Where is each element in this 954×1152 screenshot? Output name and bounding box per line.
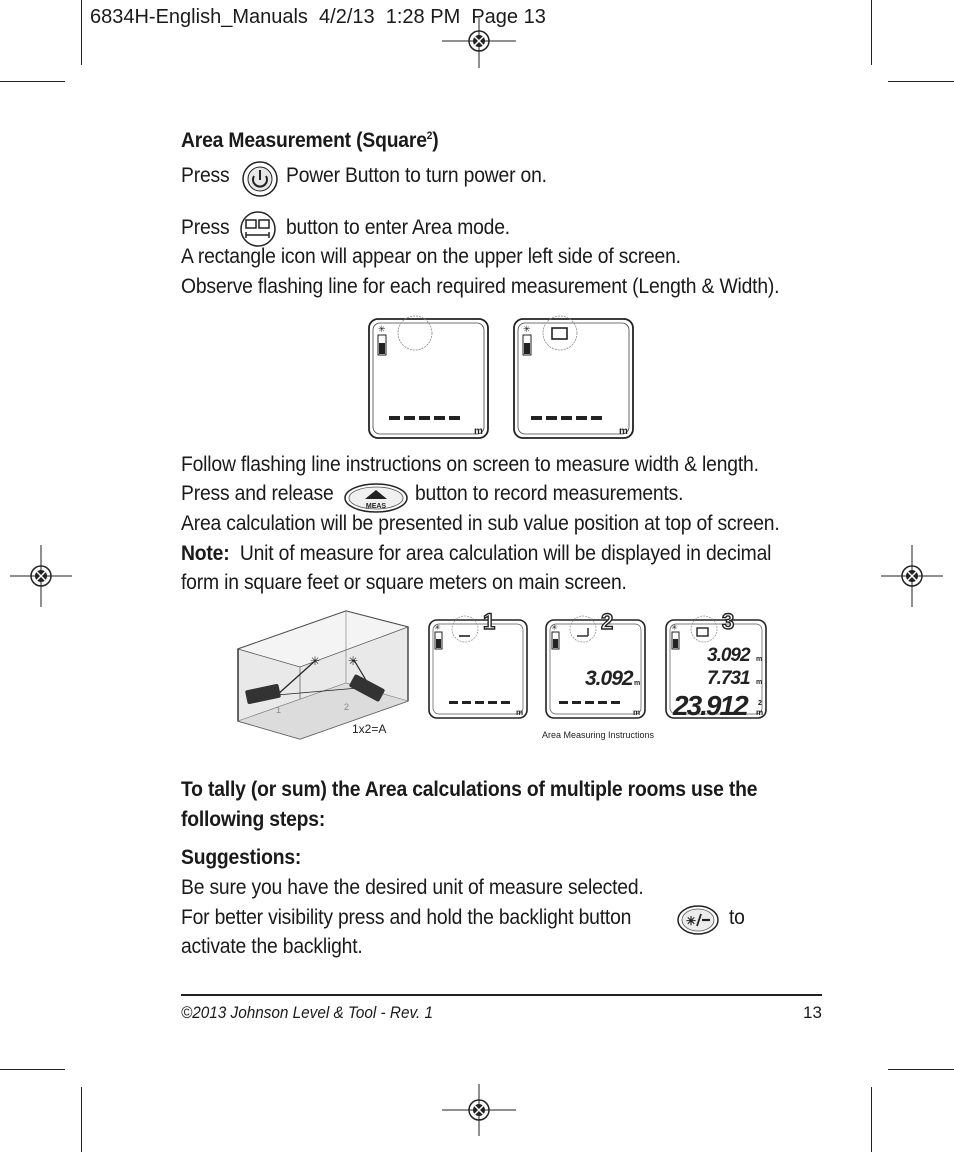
svg-text:✳: ✳: [686, 914, 697, 928]
crop-mark: [81, 1087, 82, 1152]
follow-line: Follow flashing line instructions on screen to measure width & length.: [181, 453, 759, 476]
meas-label: MEAS: [365, 503, 387, 510]
title-close: ): [432, 129, 439, 152]
lcd3-top: 3.092: [707, 645, 750, 666]
lcd3-big: 23.912: [673, 690, 747, 721]
crop-mark: [871, 0, 872, 65]
print-slug: 6834H-English_Manuals 4/2/13 1:28 PM Page 13: [90, 6, 546, 28]
title-text: Area Measurement (Square: [181, 129, 427, 152]
crop-mark: [0, 1069, 65, 1070]
suggestions-heading: Suggestions:: [181, 846, 302, 869]
svg-text:✳: ✳: [671, 623, 678, 632]
title-superscript: 2: [426, 130, 433, 142]
crop-mark: [81, 0, 82, 65]
rectangle-icon-line: A rectangle icon will appear on the upper left side of screen.: [181, 245, 681, 268]
registration-mark-right: [881, 545, 943, 607]
observe-line: Observe flashing line for each required measurement (Length & Width).: [181, 275, 780, 298]
step-number-1: 1: [483, 609, 496, 634]
lcd-screens-area-mode: [365, 313, 640, 443]
crop-mark: [888, 1069, 954, 1070]
unit-m: m: [756, 708, 764, 717]
svg-text:✳: ✳: [434, 623, 441, 632]
press-area-rest: button to enter Area mode.: [286, 216, 510, 239]
laser-star: ✳: [348, 654, 359, 668]
room-formula: 1x2=A: [352, 722, 387, 736]
lcd-screen-2: [514, 319, 633, 438]
lcd3-mid: 7.731: [707, 668, 750, 689]
room-diagram: [232, 605, 412, 745]
suggestion-2: For better visibility press and hold the backlight button: [181, 906, 632, 929]
unit-m: m: [756, 656, 763, 663]
section-title: [181, 129, 438, 153]
step-number-2: 2: [601, 609, 614, 634]
step-number-3: 3: [722, 609, 735, 634]
suggestion-2-to: to: [729, 906, 745, 929]
svg-text:✳: ✳: [523, 324, 531, 334]
tally-heading-1: To tally (or sum) the Area calculations of multiple rooms use the: [181, 778, 758, 801]
press-area-word: Press: [181, 216, 230, 239]
unit-square-sup: 2: [758, 700, 762, 707]
crop-mark: [888, 81, 954, 82]
dashes-row: [389, 416, 460, 420]
press-word: Press: [181, 164, 230, 187]
unit-m: m: [634, 680, 641, 687]
suggestion-1: Be sure you have the desired unit of measure selected.: [181, 876, 644, 899]
press-release-word: Press and release: [181, 482, 334, 505]
lcd2-value: 3.092: [585, 667, 633, 690]
note-text: Unit of measure for area calculation will be displayed in decimal: [239, 542, 772, 565]
area-steps-screens: [425, 605, 770, 747]
crop-mark: [0, 81, 65, 82]
svg-text:✳: ✳: [378, 324, 386, 334]
room-label-2: 2: [344, 702, 350, 712]
note-label: Note:: [181, 542, 230, 565]
tally-heading-2: following steps:: [181, 808, 326, 831]
backlight-button-icon: [676, 904, 720, 936]
press-power-line: [181, 164, 229, 188]
page-number: 13: [803, 1003, 822, 1022]
crop-mark: [871, 1087, 872, 1152]
unit-m: m: [756, 679, 763, 686]
unit-m: m: [619, 426, 628, 437]
area-button-icon: [238, 211, 278, 247]
unit-m: m: [516, 708, 524, 717]
footer-rule: [181, 994, 822, 996]
svg-text:✳: ✳: [551, 623, 558, 632]
note-line-2: form in square feet or square meters on main screen.: [181, 571, 627, 594]
meas-button-icon: [343, 482, 409, 514]
area-calc-line: Area calculation will be presented in sub value position at top of screen.: [181, 512, 780, 535]
registration-mark-left: [10, 545, 72, 607]
press-power-rest: Power Button to turn power on.: [286, 164, 547, 187]
unit-m: m: [474, 426, 483, 437]
registration-mark-top: [442, 10, 516, 72]
power-button-icon: [240, 160, 280, 198]
laser-star: ✳: [310, 654, 321, 668]
suggestion-3: activate the backlight.: [181, 935, 363, 958]
press-release-rest: button to record measurements.: [415, 482, 684, 505]
room-label-1: 1: [276, 705, 282, 715]
lcd-screen-1: [369, 319, 488, 438]
diagram-caption: Area Measuring Instructions: [542, 730, 655, 740]
unit-m: m: [633, 708, 641, 717]
registration-mark-bottom: [442, 1080, 516, 1142]
footer-copyright: ©2013 Johnson Level & Tool - Rev. 1: [181, 1003, 433, 1022]
note-line: [181, 542, 771, 566]
